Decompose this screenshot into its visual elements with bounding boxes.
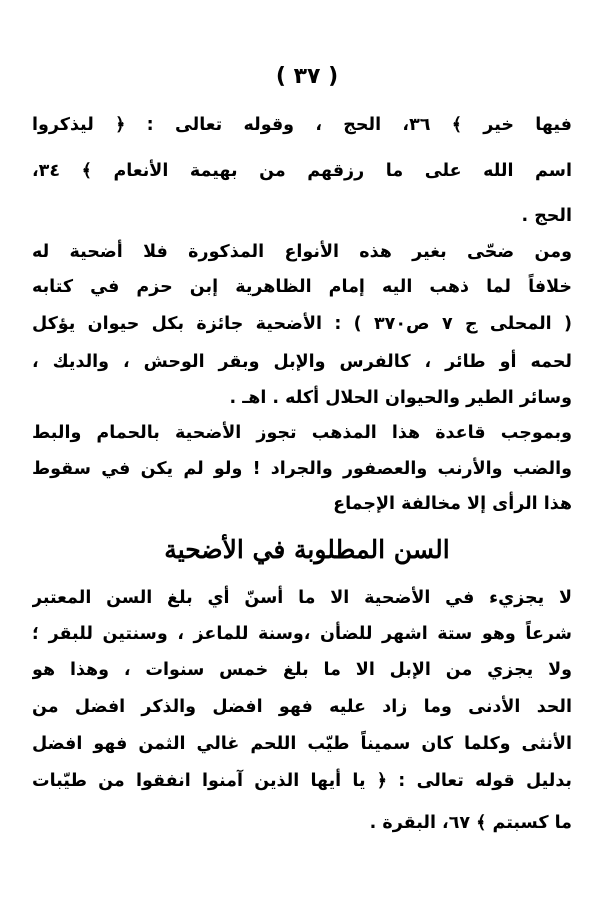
text-line: ما كسبتم ﴾ ٦٧، البقرة . [369, 813, 572, 833]
text-line: هذا الرأى إلا مخالفة الإجماع [333, 494, 572, 514]
text-line: وسائر الطير والحيوان الحلال أكله . اهـ . [229, 388, 572, 408]
text-line: وبموجب قاعدة هذا المذهب تجوز الأضحية بالحمام والبط [32, 423, 572, 443]
text-line: بدليل قوله تعالى : ﴿ يا أيها الذين آمنوا انفقوا من طيّبات [32, 771, 572, 791]
text-line: ولا يجزي من الإبل الا ما بلغ خمس سنوات ، وهذا هو [32, 660, 572, 680]
text-line: ( المحلى ج ٧ ص٣٧٠ ) : الأضحية جائزة بكل حيوان يؤكل [32, 314, 572, 334]
text-line: الحد الأدنى وما زاد عليه فهو افضل والذكر افضل من [32, 697, 572, 717]
text-line: فيها خير ﴾ ٣٦، الحج ، وقوله تعالى : ﴿ ليذكروا [32, 115, 572, 135]
text-line: شرعاً وهو ستة اشهر للضأن ،وسنة للماعز ، وسنتين للبقر ؛ [32, 624, 572, 644]
text-line: الحج . [521, 206, 572, 226]
section-heading: السن المطلوبة في الأضحية [164, 535, 450, 564]
text-line: ومن ضحّى بغير هذه الأنواع المذكورة فلا أضحية له [32, 242, 572, 262]
text-line: والضب والأرنب والعصفور والجراد ! ولو لم يكن في سقوط [32, 459, 572, 479]
page-number: ( ٣٧ ) [275, 64, 339, 89]
text-line: اسم الله على ما رزقهم من بهيمة الأنعام ﴾ ٣٤، [32, 161, 572, 181]
text-line: لحمه أو طائر ، كالفرس والإبل وبقر الوحش ، والديك ، [32, 352, 572, 372]
text-line: لا يجزيء في الأضحية الا ما أسنّ أي بلغ السن المعتبر [32, 588, 572, 608]
text-line: الأنثى وكلما كان سميناً طيّب اللحم غالي الثمن فهو افضل [32, 734, 572, 754]
text-line: خلافاً لما ذهب اليه إمام الظاهرية إبن حزم في كتابه [32, 277, 572, 297]
